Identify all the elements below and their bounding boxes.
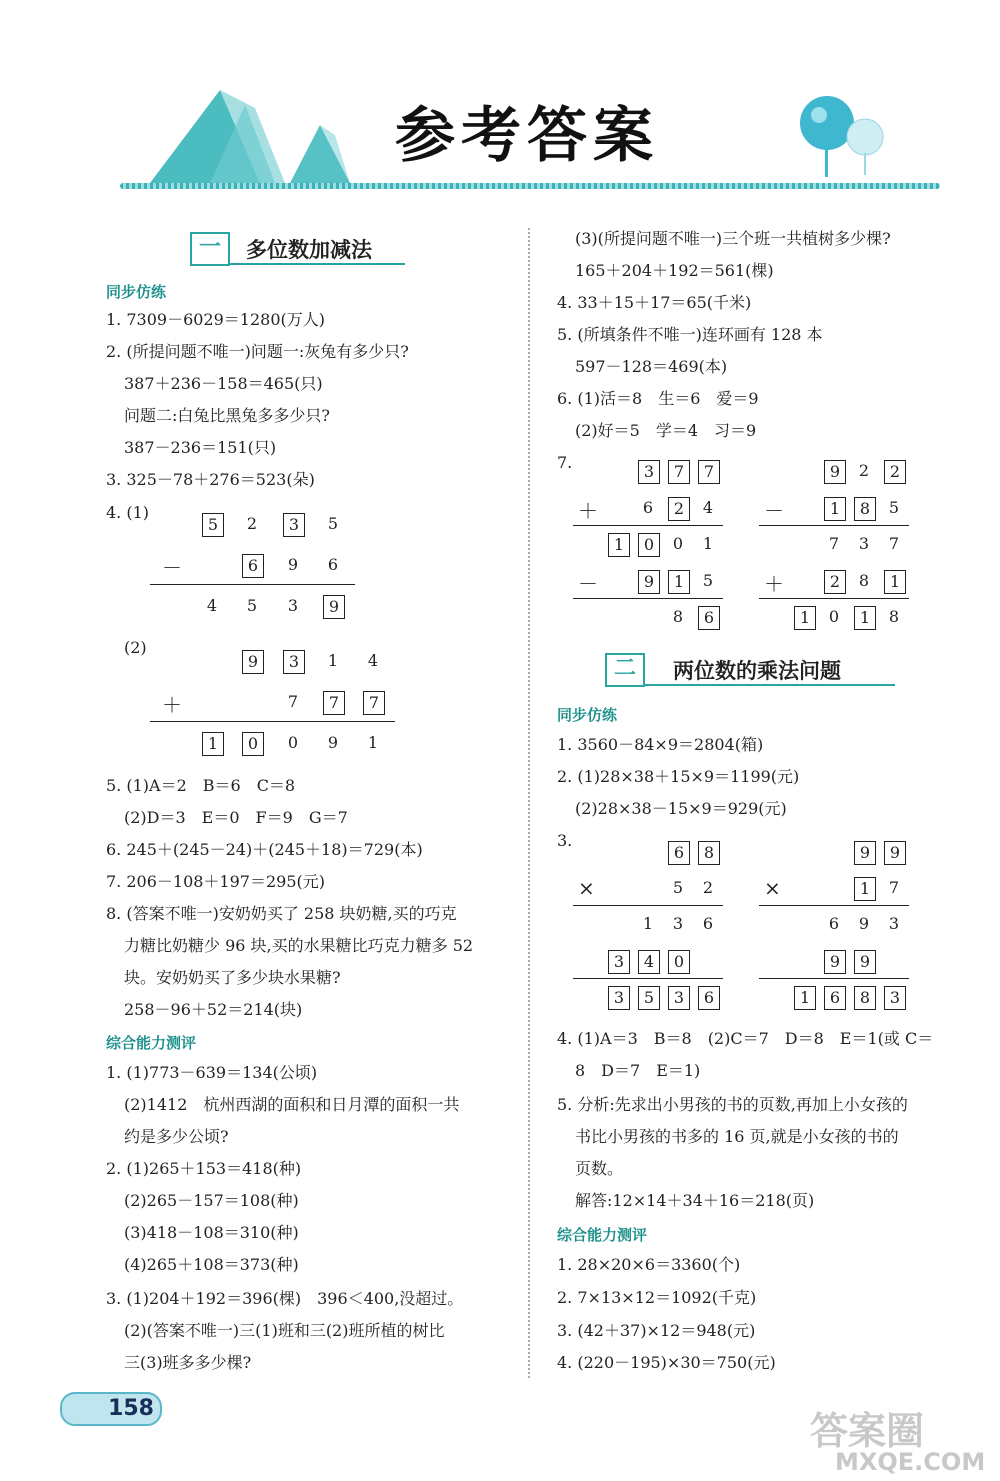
digit: 1 xyxy=(327,651,339,670)
answer-line: (2) xyxy=(124,638,147,657)
digit: 4 xyxy=(206,596,218,615)
digit-box: 5 xyxy=(202,513,224,537)
digit-box: 7 xyxy=(698,460,720,484)
digit-box: 6 xyxy=(698,986,720,1010)
digit: 1 xyxy=(702,534,714,553)
digit-box: 3 xyxy=(283,513,305,537)
answer-line: (3)418－108＝310(种) xyxy=(124,1223,299,1242)
calc-rule xyxy=(759,905,909,906)
digit: 6 xyxy=(702,914,714,933)
digit-box: 6 xyxy=(824,986,846,1010)
answer-line: 块。安奶奶买了多少块水果糖? xyxy=(124,968,341,987)
digit-box: 6 xyxy=(242,554,264,578)
answer-line: (4)265＋108＝373(种) xyxy=(124,1255,299,1274)
tree-illustration xyxy=(795,95,895,185)
digit: 8 xyxy=(672,607,684,626)
digit-box: 2 xyxy=(668,497,690,521)
digit-box: 9 xyxy=(824,950,846,974)
answer-line: 页数。 xyxy=(575,1159,624,1178)
answer-line: (2)265－157＝108(种) xyxy=(124,1191,299,1210)
digit: 5 xyxy=(246,596,258,615)
answer-line: 165＋204＋192＝561(棵) xyxy=(575,261,774,280)
section-title: 多位数加减法 xyxy=(246,237,372,262)
digit-box: 3 xyxy=(283,650,305,674)
mountain-illustration xyxy=(150,80,370,185)
digit: 2 xyxy=(246,514,258,533)
digit-box: 9 xyxy=(638,570,660,594)
answer-line: 约是多少公顷? xyxy=(124,1127,229,1146)
page-header xyxy=(0,0,1000,200)
calc-rule xyxy=(759,598,909,599)
column-divider xyxy=(528,228,530,1378)
answer-line: (2)1412 杭州西湖的面积和日月潭的面积一共 xyxy=(124,1095,460,1114)
digit-box: 6 xyxy=(698,606,720,630)
times-sign: × xyxy=(764,876,781,900)
section-heading-2 xyxy=(605,653,900,689)
answer-line: 问题二:白兔比黑兔多多少只? xyxy=(124,406,330,425)
answer-line: 书比小男孩的书多的 16 页,就是小女孩的书的 xyxy=(575,1127,899,1146)
minus-sign: － xyxy=(578,572,598,596)
subheading-test: 综合能力测评 xyxy=(557,1226,648,1244)
digit: 8 xyxy=(888,607,900,626)
digit: 6 xyxy=(642,498,654,517)
digit-box: 9 xyxy=(824,460,846,484)
digit-box: 1 xyxy=(824,497,846,521)
digit-box: 7 xyxy=(363,691,385,715)
digit-box: 1 xyxy=(854,877,876,901)
answer-line: 1. (1)773－639＝134(公顷) xyxy=(106,1063,318,1082)
answer-line: 三(3)班多多少棵? xyxy=(124,1353,252,1372)
digit-box: 1 xyxy=(854,606,876,630)
digit-box: 0 xyxy=(242,732,264,756)
page-number-badge xyxy=(60,1392,162,1426)
calc-rule xyxy=(573,905,723,906)
page-title: 参考答案 xyxy=(395,101,659,171)
answer-line: (2)(答案不唯一)三(1)班和三(2)班所植的树比 xyxy=(124,1321,445,1340)
subheading-test: 综合能力测评 xyxy=(106,1034,197,1052)
plus-sign: ＋ xyxy=(578,499,598,523)
calc-rule xyxy=(759,978,909,979)
header-rule xyxy=(120,183,940,189)
digit: 2 xyxy=(858,461,870,480)
minus-sign: － xyxy=(162,556,182,580)
times-sign: × xyxy=(578,876,595,900)
digit-box: 5 xyxy=(638,986,660,1010)
digit-box: 0 xyxy=(638,533,660,557)
answer-line: 7. 206－108＋197＝295(元) xyxy=(106,872,325,891)
answer-line: 2. (所提问题不唯一)问题一:灰兔有多少只? xyxy=(106,342,409,361)
digit: 5 xyxy=(327,514,339,533)
answer-line: 4. (1)A＝3 B＝8 (2)C＝7 D＝8 E＝1(或 C＝ xyxy=(557,1029,934,1048)
digit-box: 3 xyxy=(638,460,660,484)
answer-line: 5. 分析:先求出小男孩的书的页数,再加上小女孩的 xyxy=(557,1095,908,1114)
answer-line: (2)28×38－15×9＝929(元) xyxy=(575,799,787,818)
digit: 7 xyxy=(888,878,900,897)
digit: 7 xyxy=(828,534,840,553)
digit-box: 9 xyxy=(854,841,876,865)
section-underline xyxy=(230,263,405,265)
section-title: 两位数的乘法问题 xyxy=(673,658,841,683)
page-number: 158 xyxy=(108,1396,154,1421)
digit: 1 xyxy=(367,733,379,752)
digit: 2 xyxy=(702,878,714,897)
digit: 0 xyxy=(672,534,684,553)
digit-box: 1 xyxy=(668,570,690,594)
digit: 9 xyxy=(858,914,870,933)
digit-box: 3 xyxy=(668,986,690,1010)
digit-box: 8 xyxy=(698,841,720,865)
answer-line: 2. (1)28×38＋15×9＝1199(元) xyxy=(557,767,800,786)
subheading-sync: 同步仿练 xyxy=(557,706,618,724)
answer-line: 力糖比奶糖少 96 块,买的水果糖比巧克力糖多 52 xyxy=(124,936,474,955)
calc-rule xyxy=(150,721,395,722)
answer-line: 4. 33＋15＋17＝65(千米) xyxy=(557,293,752,312)
digit: 7 xyxy=(888,534,900,553)
digit: 7 xyxy=(287,692,299,711)
answer-line: 7. xyxy=(557,453,573,472)
digit-box: 9 xyxy=(323,595,345,619)
digit: 0 xyxy=(828,607,840,626)
answer-line: 258－96＋52＝214(块) xyxy=(124,1000,303,1019)
section-number: 二 xyxy=(605,653,645,687)
minus-sign: － xyxy=(764,499,784,523)
answer-line: 3. 325－78＋276＝523(朵) xyxy=(106,470,315,489)
plus-sign: ＋ xyxy=(162,693,182,717)
answer-line: 3. (1)204＋192＝396(棵) 396＜400,没超过。 xyxy=(106,1289,464,1308)
digit: 4 xyxy=(367,651,379,670)
answer-line: 1. 28×20×6＝3360(个) xyxy=(557,1255,741,1274)
digit-box: 3 xyxy=(608,950,630,974)
answer-line: 387－236＝151(只) xyxy=(124,438,277,457)
answer-line: 6. (1)活＝8 生＝6 爱＝9 xyxy=(557,389,759,408)
answer-line: 2. 7×13×12＝1092(千克) xyxy=(557,1288,757,1307)
digit-box: 8 xyxy=(854,986,876,1010)
calc-rule xyxy=(573,978,723,979)
digit-box: 9 xyxy=(242,650,264,674)
digit-box: 8 xyxy=(854,497,876,521)
digit-box: 9 xyxy=(854,950,876,974)
digit-box: 1 xyxy=(794,606,816,630)
answer-line: 8 D＝7 E＝1) xyxy=(575,1061,701,1080)
digit: 9 xyxy=(327,733,339,752)
digit: 6 xyxy=(327,555,339,574)
digit-box: 2 xyxy=(824,570,846,594)
answer-line: 5. (所填条件不唯一)连环画有 128 本 xyxy=(557,325,823,344)
digit: 3 xyxy=(888,914,900,933)
subheading-sync: 同步仿练 xyxy=(106,283,167,301)
digit: 4 xyxy=(702,498,714,517)
digit: 9 xyxy=(287,555,299,574)
answer-line: 2. (1)265＋153＝418(种) xyxy=(106,1159,302,1178)
answer-line: 3. (42＋37)×12＝948(元) xyxy=(557,1321,756,1340)
digit-box: 7 xyxy=(668,460,690,484)
calc-rule xyxy=(759,525,909,526)
digit-box: 9 xyxy=(884,841,906,865)
digit-box: 1 xyxy=(608,533,630,557)
answer-line: (2)D＝3 E＝0 F＝9 G＝7 xyxy=(124,808,348,827)
answer-line: 597－128＝469(本) xyxy=(575,357,728,376)
watermark-logo: 答案圈 xyxy=(810,1409,925,1453)
answer-line: 4. (1) xyxy=(106,503,150,522)
answer-line: 1. 7309－6029＝1280(万人) xyxy=(106,310,325,329)
section-number: 一 xyxy=(190,232,230,266)
digit: 8 xyxy=(858,571,870,590)
digit-box: 3 xyxy=(608,986,630,1010)
section-heading-1 xyxy=(190,232,420,268)
digit: 3 xyxy=(858,534,870,553)
answer-line: 5. (1)A＝2 B＝6 C＝8 xyxy=(106,776,296,795)
digit-box: 2 xyxy=(884,460,906,484)
answer-line: (3)(所提问题不唯一)三个班一共植树多少棵? xyxy=(575,229,891,248)
digit-box: 1 xyxy=(884,570,906,594)
digit: 1 xyxy=(642,914,654,933)
digit: 5 xyxy=(672,878,684,897)
answer-line: 1. 3560－84×9＝2804(箱) xyxy=(557,735,764,754)
answer-line: 6. 245＋(245－24)＋(245＋18)＝729(本) xyxy=(106,840,423,859)
answer-line: 4. (220－195)×30＝750(元) xyxy=(557,1353,776,1372)
digit-box: 1 xyxy=(794,986,816,1010)
digit: 3 xyxy=(287,596,299,615)
digit: 5 xyxy=(888,498,900,517)
digit-box: 1 xyxy=(202,732,224,756)
digit: 6 xyxy=(828,914,840,933)
digit-box: 3 xyxy=(884,986,906,1010)
calc-rule xyxy=(573,525,723,526)
plus-sign: ＋ xyxy=(764,572,784,596)
digit-box: 6 xyxy=(668,841,690,865)
answer-line: 3. xyxy=(557,831,573,850)
digit-box: 0 xyxy=(668,950,690,974)
digit-box: 4 xyxy=(638,950,660,974)
calc-rule xyxy=(573,598,723,599)
watermark-url: MXQE.COM xyxy=(835,1448,986,1476)
digit: 5 xyxy=(702,571,714,590)
digit: 3 xyxy=(672,914,684,933)
calc-rule xyxy=(150,584,355,585)
digit: 0 xyxy=(287,733,299,752)
answer-line: 387＋236－158＝465(只) xyxy=(124,374,323,393)
answer-line: 解答:12×14＋34＋16＝218(页) xyxy=(575,1191,815,1210)
answer-line: (2)好＝5 学＝4 习＝9 xyxy=(575,421,757,440)
digit-box: 7 xyxy=(323,691,345,715)
section-underline xyxy=(645,684,895,686)
answer-line: 8. (答案不唯一)安奶奶买了 258 块奶糖,买的巧克 xyxy=(106,904,457,923)
